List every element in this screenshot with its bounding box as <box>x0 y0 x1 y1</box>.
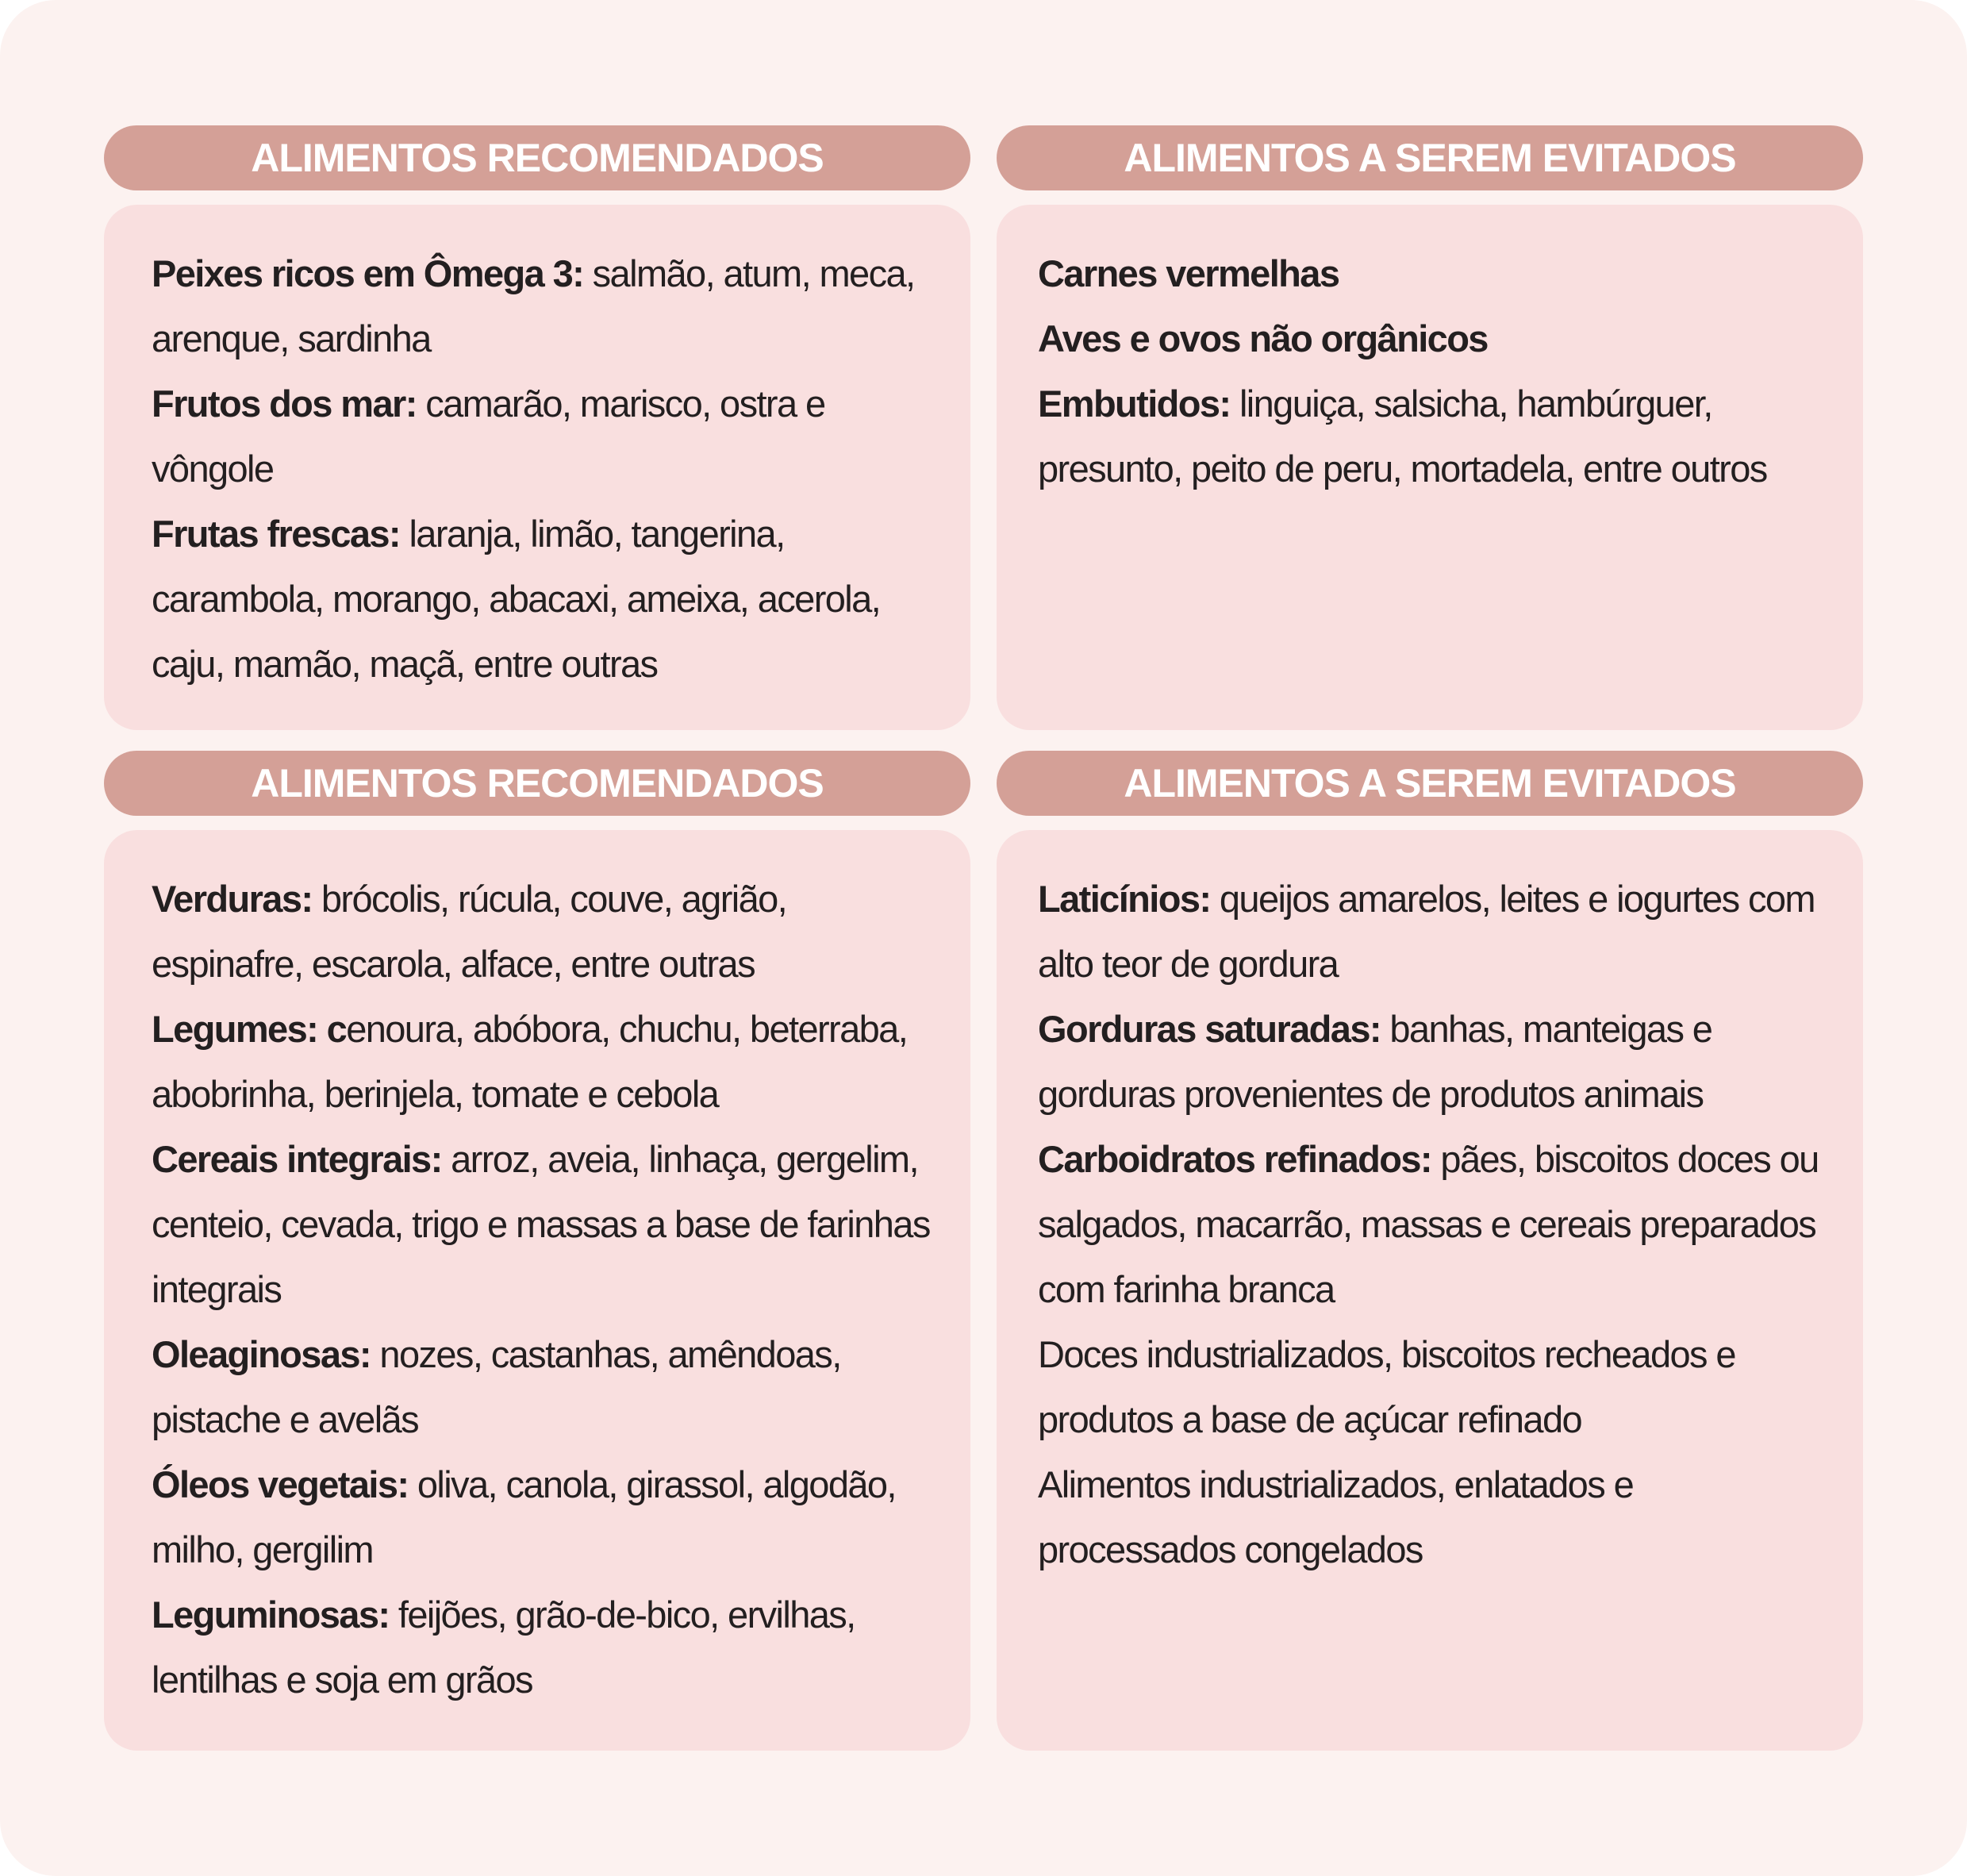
list-item: Oleaginosas: nozes, castanhas, amêndoas, pistache e avelãs <box>152 1333 841 1440</box>
list-item: Aves e ovos não orgânicos <box>1038 317 1488 359</box>
list-item: Verduras: brócolis, rúcula, couve, agrião, espinafre, escarola, alface, entre outras <box>152 878 787 985</box>
list-item: Óleos vegetais: oliva, canola, girassol, algodão, milho, gergilim <box>152 1463 896 1570</box>
list-item: Carnes vermelhas <box>1038 252 1339 294</box>
card-avoid-bottom <box>997 830 1863 1751</box>
list-item: Cereais integrais: arroz, aveia, linhaça, gergelim, centeio, cevada, trigo e massas a base de farinhas integrais <box>152 1138 930 1310</box>
list-item: Frutos dos mar: camarão, marisco, ostra e vôngole <box>152 383 825 490</box>
list-item: Carboidratos refinados: pães, biscoitos doces ou salgados, macarrão, massas e cereais preparados com farinha branca <box>1038 1138 1819 1310</box>
list-item: Frutas frescas: laranja, limão, tangerina, carambola, morango, abacaxi, ameixa, acerola, caju, mamão, maçã, entre outras <box>152 513 881 685</box>
header-recommended-top: ALIMENTOS RECOMENDADOS <box>104 125 970 190</box>
list-item: Leguminosas: feijões, grão-de-bico, ervilhas, lentilhas e soja em grãos <box>152 1593 855 1701</box>
header-avoid-top: ALIMENTOS A SEREM EVITADOS <box>997 125 1863 190</box>
list-item: Peixes ricos em Ômega 3: salmão, atum, meca, arenque, sardinha <box>152 252 915 359</box>
card-avoid-top <box>997 205 1863 730</box>
card-recommended-bottom <box>104 830 970 1751</box>
card-text <box>1038 241 1831 502</box>
list-item: Gorduras saturadas: banhas, manteigas e gorduras provenientes de produtos animais <box>1038 1008 1712 1115</box>
list-item: Legumes: cenoura, abóbora, chuchu, beterraba, abobrinha, berinjela, tomate e cebola <box>152 1008 908 1115</box>
header-recommended-bottom: ALIMENTOS RECOMENDADOS <box>104 751 970 816</box>
list-item: Alimentos industrializados, enlatados e processados congelados <box>1038 1463 1634 1570</box>
header-avoid-bottom: ALIMENTOS A SEREM EVITADOS <box>997 751 1863 816</box>
list-item: Laticínios: queijos amarelos, leites e iogurtes com alto teor de gordura <box>1038 878 1815 985</box>
list-item: Doces industrializados, biscoitos recheados e produtos a base de açúcar refinado <box>1038 1333 1735 1440</box>
card-text <box>152 867 939 1713</box>
card-recommended-top <box>104 205 970 730</box>
card-text <box>152 241 939 697</box>
card-text <box>1038 867 1831 1582</box>
list-item: Embutidos: linguiça, salsicha, hambúrguer, presunto, peito de peru, mortadela, entre outros <box>1038 383 1767 490</box>
